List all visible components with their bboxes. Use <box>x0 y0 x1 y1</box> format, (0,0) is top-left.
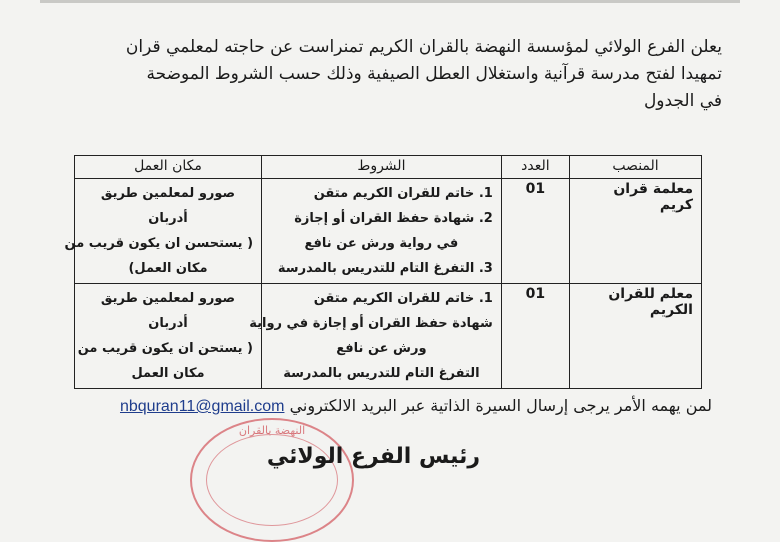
place-line: ( يستحسن ان يكون قريب من <box>64 236 254 251</box>
row-place <box>64 179 262 284</box>
intro-paragraph <box>62 34 722 115</box>
place-line: صورو لمعلمين طريق <box>100 186 236 201</box>
contact-line <box>120 396 712 416</box>
jobs-table <box>64 155 702 389</box>
row-position: معلمة قران كريم <box>570 179 702 284</box>
table-row <box>75 284 702 389</box>
header-conditions: الشروط <box>262 156 502 179</box>
condition-line: 1. خاتم للقران الكريم متقن <box>313 291 493 306</box>
condition-line: 3. التفرغ التام للتدريس بالمدرسة <box>277 261 493 276</box>
intro-line-3: في الجدول <box>643 91 722 111</box>
row-conditions <box>249 284 502 389</box>
table-row <box>75 179 702 284</box>
condition-line: شهادة حفظ القران أو إجازة في رواية <box>249 316 493 331</box>
place-line: أدربان <box>148 211 188 226</box>
stamp-text: النهضة بالقران <box>238 424 306 437</box>
place-line: مكان العمل <box>131 366 205 381</box>
place-line: أدربان <box>148 316 188 331</box>
row-conditions <box>262 179 502 284</box>
contact-text: لمن يهمه الأمر يرجى إرسال السيرة الذاتية عبر البريد الالكتروني <box>289 396 712 415</box>
place-line: ( يستحن ان يكون قريب من <box>77 341 254 356</box>
condition-line: 2. شهادة حفظ القران أو إجازة <box>294 211 493 226</box>
condition-line: ورش عن نافع <box>336 341 427 356</box>
place-line: صورو لمعلمين طريق <box>100 291 236 306</box>
row-count: 01 <box>501 179 569 284</box>
intro-line-1: يعلن الفرع الولائي لمؤسسة النهضة بالقران الكريم تمنراست عن حاجته لمعلمي قران <box>125 37 722 57</box>
table-header-row <box>75 156 702 179</box>
signature-title: رئيس الفرع الولائي <box>266 444 480 469</box>
email-link[interactable]: nbquran11@gmail.com <box>119 398 285 415</box>
header-place: مكان العمل <box>75 156 262 179</box>
intro-line-2: تمهيدا لفتح مدرسة قرآنية واستغلال العطل الصيفية وذلك حسب الشروط الموضحة <box>146 64 722 84</box>
row-place <box>75 284 262 389</box>
condition-line: 1. خاتم للقران الكريم متقن <box>313 186 493 201</box>
condition-line: التفرغ التام للتدريس بالمدرسة <box>283 366 480 381</box>
row-position: معلم للقران الكريم <box>570 284 702 389</box>
place-line: مكان العمل) <box>128 261 208 276</box>
row-count: 01 <box>501 284 569 389</box>
header-count: العدد <box>501 156 569 179</box>
condition-line: في رواية ورش عن نافع <box>304 236 459 251</box>
header-position: المنصب <box>570 156 702 179</box>
top-border-line <box>40 0 740 3</box>
official-stamp <box>190 418 354 542</box>
